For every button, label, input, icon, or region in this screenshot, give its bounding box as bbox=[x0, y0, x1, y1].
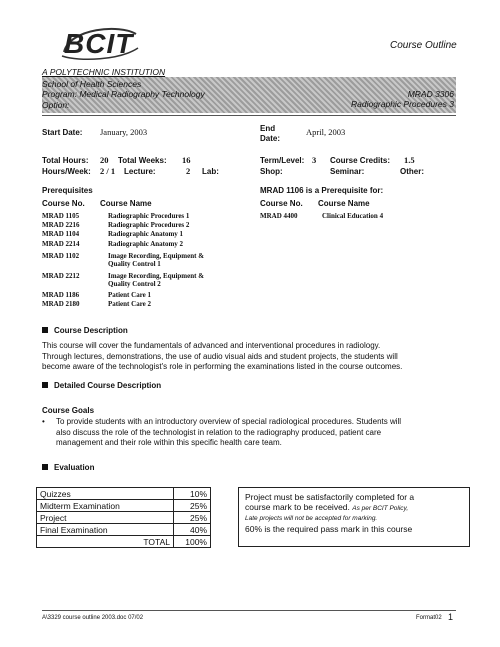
bullet-square-icon bbox=[42, 464, 48, 470]
prereq-for-heading: MRAD 1106 is a Prerequisite for: bbox=[260, 186, 384, 195]
prereq-row-course-no: MRAD 2180 bbox=[42, 300, 80, 308]
other-label: Other: bbox=[400, 167, 424, 176]
prereq-row-course-name: Patient Care 1 bbox=[108, 291, 152, 299]
prereq-row-course-no: MRAD 1186 bbox=[42, 291, 80, 299]
course-goals-heading: Course Goals bbox=[42, 406, 95, 415]
prereq-row-course-no: MRAD 2216 bbox=[42, 221, 80, 229]
prereq-for-row-course-no: MRAD 4400 bbox=[260, 212, 298, 220]
option-label: Option: bbox=[42, 100, 70, 110]
document-type: Course Outline bbox=[390, 40, 457, 51]
end-date-value: April, 2003 bbox=[306, 127, 346, 137]
prereq-row-course-no: MRAD 1102 bbox=[42, 252, 80, 260]
eval-percent: 25% bbox=[174, 512, 211, 524]
prereq-row-course-no: MRAD 2212 bbox=[42, 272, 80, 280]
table-row bbox=[37, 524, 211, 536]
evaluation-heading: Evaluation bbox=[42, 463, 94, 472]
footer-format: Format02 bbox=[416, 615, 442, 621]
school-name: School of Health Sciences bbox=[42, 79, 142, 89]
term-value: 3 bbox=[312, 155, 317, 165]
lecture-label: Lecture: bbox=[124, 167, 156, 176]
program-name: Program: Medical Radiography Technology bbox=[42, 89, 205, 99]
course-title: Radiographic Procedures 3 bbox=[350, 99, 454, 109]
eval-note-policy: As per BCIT Policy, bbox=[352, 505, 409, 512]
detailed-description-heading: Detailed Course Description bbox=[42, 381, 161, 390]
end-date-label-2: Date: bbox=[260, 134, 281, 143]
bullet-square-icon bbox=[42, 382, 48, 388]
hours-week-value: 2 / 1 bbox=[100, 166, 116, 176]
bullet-dot-icon: • bbox=[42, 417, 45, 426]
course-description-heading: Course Description bbox=[42, 326, 128, 335]
eval-percent: 25% bbox=[174, 500, 211, 512]
table-row bbox=[37, 500, 211, 512]
prereq-for-row-course-name: Clinical Education 4 bbox=[322, 212, 384, 220]
lecture-value: 2 bbox=[186, 166, 191, 176]
total-weeks-value: 16 bbox=[182, 155, 191, 165]
table-row bbox=[37, 512, 211, 524]
credits-value: 1.5 bbox=[404, 155, 415, 165]
prereq-col-course-name: Course Name bbox=[100, 199, 152, 208]
header-band bbox=[42, 77, 456, 113]
prereq-for-col-course-name: Course Name bbox=[318, 199, 370, 208]
prereq-row-course-name: Radiographic Anatomy 2 bbox=[108, 240, 184, 248]
total-hours-label: Total Hours: bbox=[42, 156, 89, 165]
page-number: 1 bbox=[448, 612, 454, 622]
evaluation-notes-box bbox=[238, 487, 470, 547]
start-date-label: Start Date: bbox=[42, 128, 83, 137]
total-weeks-label: Total Weeks: bbox=[118, 156, 167, 165]
eval-total-percent: 100% bbox=[174, 536, 211, 548]
logo-text: BCIT bbox=[64, 28, 134, 59]
prereq-row-course-no: MRAD 1105 bbox=[42, 212, 80, 220]
eval-note: course mark to be received. bbox=[245, 502, 350, 512]
course-code: MRAD 3306 bbox=[407, 89, 454, 99]
lab-label: Lab: bbox=[202, 167, 219, 176]
prereq-row-course-name: Radiographic Procedures 2 bbox=[108, 221, 190, 229]
course-goal-item: • To provide students with an introductory overview of special radiological procedures. Students will also discuss the role of the technologist in relation to the radiography produced, patient care management and their role within this specific health care team. bbox=[42, 417, 402, 447]
credits-label: Course Credits: bbox=[330, 156, 391, 165]
prereq-row-course-name-cont: Quality Control 2 bbox=[108, 280, 161, 288]
institution-tagline: A POLYTECHNIC INSTITUTION bbox=[42, 67, 166, 77]
course-description-text: This course will cover the fundamentals of advanced and interventional procedures in radiology. Through lectures, demonstrations, the use of audio visual aids and student projects, the students will become aware of the technologist's role in performing the examinations listed in the course outcomes. bbox=[42, 341, 403, 371]
prereq-row-course-name: Radiographic Procedures 1 bbox=[108, 212, 190, 220]
eval-item: Quizzes bbox=[37, 488, 174, 500]
prereq-row-course-no: MRAD 2214 bbox=[42, 240, 80, 248]
hours-week-label: Hours/Week: bbox=[42, 167, 91, 176]
prereq-row-course-no: MRAD 1104 bbox=[42, 230, 80, 238]
term-label: Term/Level: bbox=[260, 156, 305, 165]
evaluation-table bbox=[36, 487, 211, 548]
bullet-square-icon bbox=[42, 327, 48, 333]
end-date-label: End bbox=[260, 124, 276, 133]
prereq-row-course-name: Patient Care 2 bbox=[108, 300, 152, 308]
eval-note-late: Late projects will not be accepted for marking. bbox=[245, 515, 378, 522]
eval-item: Midterm Examination bbox=[37, 500, 174, 512]
eval-percent: 40% bbox=[174, 524, 211, 536]
total-hours-value: 20 bbox=[100, 155, 109, 165]
prereq-row-course-name: Radiographic Anatomy 1 bbox=[108, 230, 184, 238]
seminar-label: Seminar: bbox=[330, 167, 365, 176]
prerequisites-heading: Prerequisites bbox=[42, 186, 93, 195]
prereq-row-course-name: Image Recording, Equipment & bbox=[108, 272, 205, 280]
prereq-col-course-no: Course No. bbox=[42, 199, 85, 208]
table-row bbox=[37, 488, 211, 500]
start-date-value: January, 2003 bbox=[100, 127, 148, 137]
header-rule bbox=[42, 115, 456, 116]
eval-item: Project bbox=[37, 512, 174, 524]
eval-percent: 10% bbox=[174, 488, 211, 500]
shop-label: Shop: bbox=[260, 167, 283, 176]
footer-file-name: A\3329 course outline 2003.doc 07/02 bbox=[42, 615, 144, 621]
prereq-row-course-name-cont: Quality Control 1 bbox=[108, 260, 161, 268]
eval-total-label: TOTAL bbox=[37, 536, 174, 548]
prereq-row-course-name: Image Recording, Equipment & bbox=[108, 252, 205, 260]
eval-item: Final Examination bbox=[37, 524, 174, 536]
table-row bbox=[37, 536, 211, 548]
eval-note: Project must be satisfactorily completed for a bbox=[245, 492, 415, 502]
prereq-for-col-course-no: Course No. bbox=[260, 199, 303, 208]
eval-note-pass: 60% is the required pass mark in this course bbox=[245, 524, 413, 534]
footer-rule bbox=[42, 610, 456, 611]
